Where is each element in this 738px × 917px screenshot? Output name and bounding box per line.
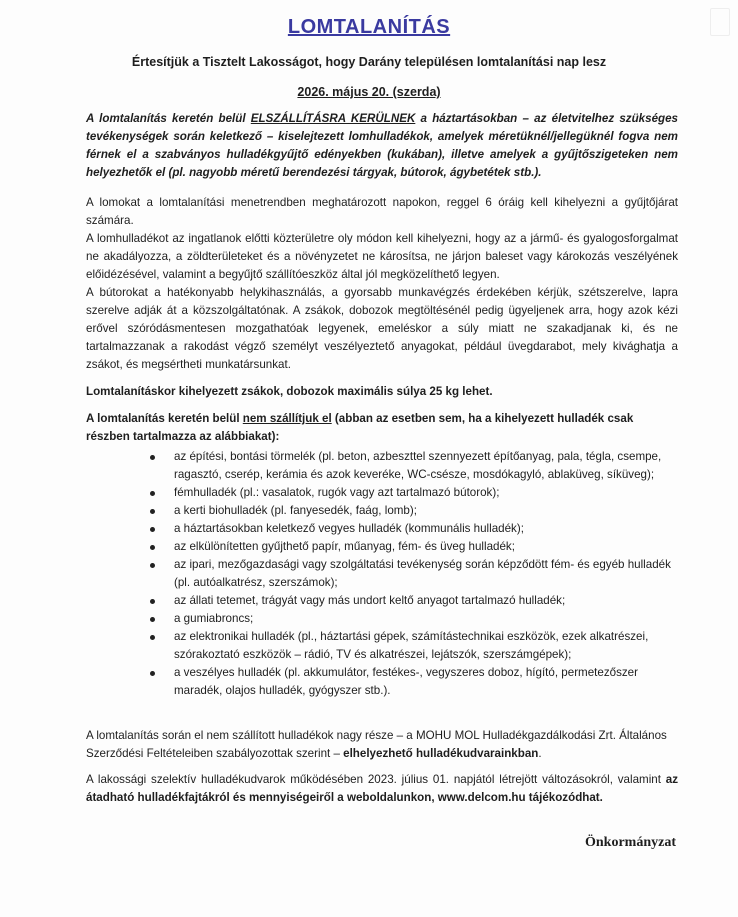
list-item <box>150 448 676 484</box>
selective-text-1: A lakossági szelektív hulladékudvarok működésében 2023. július 01. napjától létrejött változásokról, valamint <box>86 773 666 786</box>
bullet-icon <box>150 491 155 496</box>
bullet-icon <box>150 509 155 514</box>
list-item-text: az építési, bontási törmelék (pl. beton, azbeszttel szennyezett építőanyag, pala, tégla, csempe, ragasztó, cserép, kerámia és azok keveréke, WC-csésze, mosdókagyló, ablaküveg, síküveg); <box>174 450 662 481</box>
list-item <box>150 556 676 592</box>
signature: Önkormányzat <box>585 835 676 850</box>
event-date: 2026. május 20. (szerda) <box>297 85 441 99</box>
list-item-text: az állati tetemet, trágyát vagy más undort keltő anyagot tartalmazó hulladék; <box>174 594 566 607</box>
list-item <box>150 538 676 556</box>
not-collected-text-1: A lomtalanítás keretén belül <box>86 412 243 425</box>
list-item <box>150 592 676 610</box>
not-collected-text-2: (abban az esetben sem, ha a kihelyezett hulladék csak részben tartalmazza az alábbiakat): <box>86 412 634 443</box>
list-item-text: fémhulladék (pl.: vasalatok, rugók vagy azt tartalmazó bútorok); <box>174 486 500 499</box>
selective-bold: az átadható hulladékfajtákról és mennyiségeiről a weboldalunkon, www.delcom.hu tájékozódhat. <box>86 773 678 804</box>
intro-underlined: ELSZÁLLÍTÁSRA KERÜLNEK <box>250 112 416 125</box>
bullet-icon <box>150 635 155 640</box>
mohu-text-2: . <box>538 747 542 760</box>
body-paragraph: A lomokat a lomtalanítási menetrendben meghatározott napokon, reggel 6 óráig kell kihelyezni a gyűjtőjárat számára. <box>86 196 678 227</box>
list-item <box>150 502 676 520</box>
mohu-text-1: A lomtalanítás során el nem szállított hulladékok nagy része – a MOHU MOL Hulladékgazdálkodási Zrt. Általános Szerződési Feltételeiben szabályozottak szerint – <box>86 729 667 760</box>
list-item-text: az elektronikai hulladék (pl., háztartási gépek, számítástechnikai eszközök, ezek alkatrészei, szórakoztató eszközök – rádió, TV és alkatrészei, lejátszók, szerszámgépek); <box>174 630 649 661</box>
not-collected-heading <box>86 410 678 446</box>
bullet-icon <box>150 563 155 568</box>
selective-paragraph <box>86 771 678 807</box>
bullet-icon <box>150 455 155 460</box>
list-item <box>150 628 676 664</box>
intro-text-1: A lomtalanítás keretén belül <box>86 112 251 125</box>
list-item-text: az ipari, mezőgazdasági vagy szolgáltatási tevékenység során képződött fém- és egyéb hulladék (pl. autóalkatrész, szerszámok); <box>174 558 671 589</box>
not-collected-underlined: nem szállítjuk el <box>242 412 332 425</box>
bullet-icon <box>150 671 155 676</box>
weight-note: Lomtalanításkor kihelyezett zsákok, dobozok maximális súlya 25 kg lehet. <box>86 385 493 398</box>
body-paragraph: A lomhulladékot az ingatlanok előtti közterületre oly módon kell kihelyezni, hogy az a jármű- és gyalogosforgalmat ne akadályozza, a zöldterületeket és a növényzetet ne károsítsa, ne járjon baleset vagy károkozás veszélyének előidézésével, valamint a begyűjtő szállítóeszköz által jól megközelíthető legyen. <box>86 232 678 281</box>
list-item <box>150 484 676 502</box>
announcement-subtitle: Értesítjük a Tisztelt Lakosságot, hogy Darány településen lomtalanítási nap lesz <box>131 55 607 69</box>
list-item-text: a háztartásokban keletkező vegyes hulladék (kommunális hulladék); <box>174 522 524 535</box>
bullet-icon <box>150 545 155 550</box>
intro-text-2: a háztartásokban – az életvitelhez szükséges tevékenységek során keletkező – kiselejtezett lomhulladékok, amelyek méretüknél/jellegüknél fogva nem férnek el a szabványos hulladékgyűjtő edényekben (kukában), illetve amelyek a gyűjtőszigeteken nem helyezhetők el (pl. nagyobb méretű berendezési tárgyak, bútorok, ágybetétek stb.). <box>86 112 679 179</box>
list-item-text: a gumiabroncs; <box>174 612 254 625</box>
bullet-icon <box>150 617 155 622</box>
mohu-bold: elhelyezhető hulladékudvarainkban <box>343 747 539 760</box>
list-item <box>150 520 676 538</box>
intro-paragraph <box>86 110 678 182</box>
document-title: LOMTALANÍTÁS <box>287 16 451 38</box>
body-paragraph: A bútorokat a hatékonyabb helykihasználás, a gyorsabb munkavégzés érdekében kérjük, szétszerelve, lapra szerelve adják át a közszolgáltatónak. A zsákok, dobozok megtöltésénél pedig ügyeljenek arra, hogy azok kézi erővel szóródásmentesen mozgathatóak legyenek, emeléskor a súly miatt ne szakadjanak ki, és ne tartalmazzanak a rakodást végző személyt veszélyeztető anyagokat, például üvegdarabot, mely kivághatja a zsákot, és megsértheti munkatársunkat. <box>86 286 678 371</box>
list-item <box>150 610 676 628</box>
bullet-icon <box>150 599 155 604</box>
bullet-icon <box>150 527 155 532</box>
body-section <box>86 194 678 374</box>
list-item-text: a veszélyes hulladék (pl. akkumulátor, festékes-, vegyszeres doboz, hígító, permetezőszer maradék, olajos hulladék, gyógyszer stb.). <box>174 666 638 697</box>
list-item-text: az elkülönítetten gyűjthető papír, műanyag, fém- és üveg hulladék; <box>174 540 515 553</box>
excluded-items-list <box>150 448 676 700</box>
list-item-text: a kerti biohulladék (pl. fanyesedék, faág, lomb); <box>174 504 417 517</box>
mohu-paragraph <box>86 727 678 763</box>
list-item <box>150 664 676 700</box>
